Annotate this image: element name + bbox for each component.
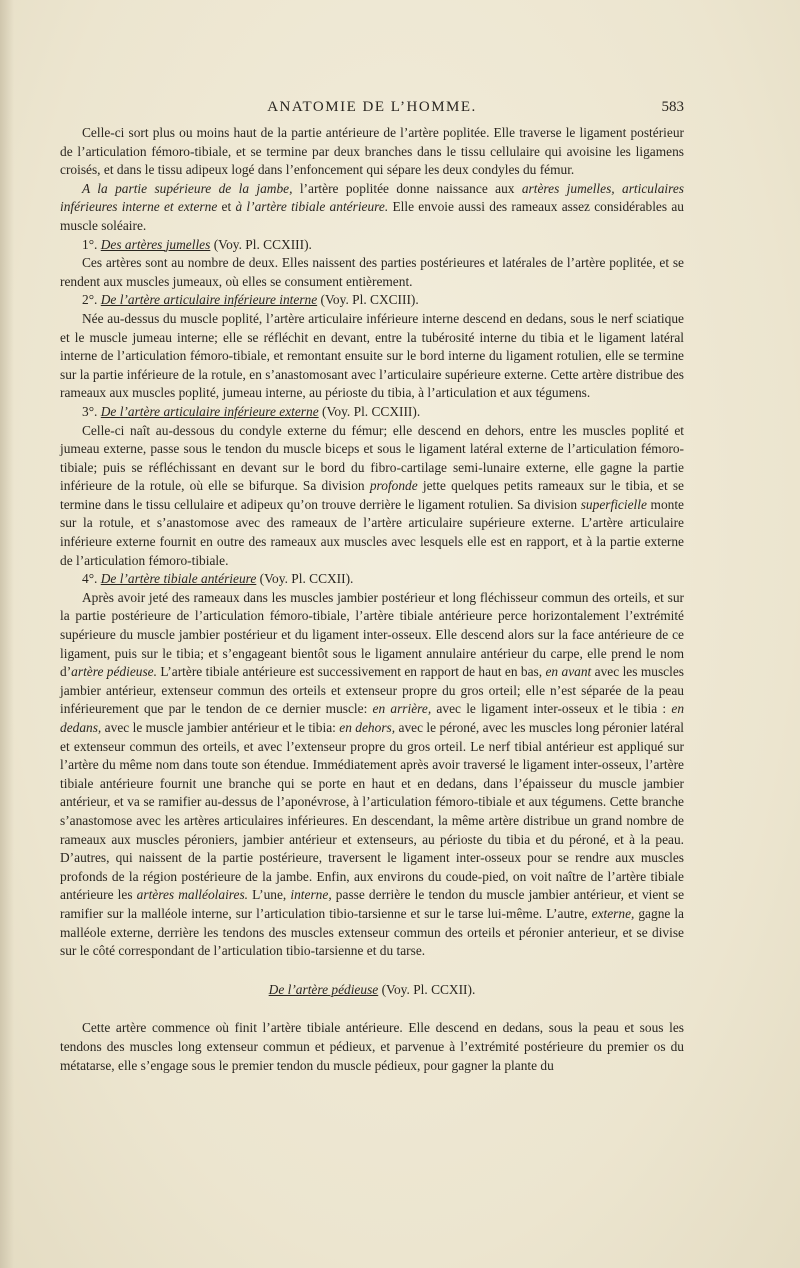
binding-shadow bbox=[0, 0, 14, 1268]
section-title: De l’artère pédieuse bbox=[268, 981, 379, 997]
page-header bbox=[60, 99, 684, 121]
running-title: ANATOMIE DE L’HOMME. bbox=[267, 99, 477, 115]
paragraph: A la partie supérieure de la jambe, l’artère poplitée donne naissance aux artères jumelles, articulaires inférieures interne et externe et à l’artère tibiale antérieure. Elle envoie aussi des rameaux assez considérables au muscle soléaire. bbox=[60, 180, 684, 233]
section-heading-centered: De l’artère pédieuse (Voy. Pl. CCXII). bbox=[268, 981, 476, 997]
paragraph: Ces artères sont au nombre de deux. Elles naissent des parties postérieures et latérales de l’artère poplitée, et se rendent aux muscles jumeaux, où elles se consument entièrement. bbox=[60, 255, 684, 289]
section-title: Des artères jumelles bbox=[100, 236, 211, 252]
section-heading: 3°. De l’artère articulaire inférieure externe (Voy. Pl. CCXIII). bbox=[82, 403, 421, 419]
italic-text: artères malléolaires. bbox=[136, 887, 249, 903]
paragraph: Née au-dessus du muscle poplité, l’artère articulaire inférieure interne descend en dedans, sous le nerf sciatique et le muscle jumeau interne; elle se réfléchit en devant, entre la tubérosité interne du tibia et le ligament latéral interne de l’articulation fémoro-tibiale, et remontant ensuite sur le bord interne du ligament rotulien, elle se termine sur la partie inférieure de la rotule, en s’anastomosant avec l’articulaire supérieure externe. Cette artère distribue des rameaux aux muscles poplité, jumeau interne, au périoste du tibia, à l’articulation et aux tégumens. bbox=[60, 310, 684, 401]
italic-text: artère pédieuse. bbox=[71, 664, 157, 680]
section-title: De l’artère tibiale antérieure bbox=[100, 571, 257, 587]
italic-text: profonde bbox=[369, 478, 418, 494]
italic-text: superficielle bbox=[580, 496, 647, 512]
italic-text: interne, bbox=[290, 887, 332, 903]
section-heading: 1°. Des artères jumelles (Voy. Pl. CCXIII). bbox=[82, 236, 312, 252]
paragraph: Celle-ci sort plus ou moins haut de la partie antérieure de l’artère poplitée. Elle traverse le ligament postérieur de l’articulation fémoro-tibiale, et se termine par deux branches dans le tissu cellulaire qui avoisine les ligamens croisés, et dans le tissu adipeux logé dans l’enfoncement qui sépare les deux condyles du fémur. bbox=[60, 125, 684, 178]
italic-text: en arrière, bbox=[372, 701, 432, 717]
italic-text: artères jumelles, articulaires inférieures interne et externe bbox=[60, 180, 684, 215]
section-title: De l’artère articulaire inférieure externe bbox=[100, 403, 319, 419]
paragraph: Celle-ci naît au-dessous du condyle externe du fémur; elle descend en dehors, entre les muscles poplité et jumeau externe, passe sous le tendon du muscle biceps et sous le ligament latéral externe de l’articulation fémoro-tibiale; puis se réfléchissant en devant sur le bord du fibro-cartilage semi-lunaire externe, elle gagne la partie inférieure de la rotule, où elle se bifurque. Sa division profonde jette quelques petits rameaux sur le tibia, et se termine dans le tissu cellulaire et adipeux qu’on trouve derrière le ligament rotulien. Sa division superficielle monte sur la rotule, et s’anastomose avec des rameaux de l’artère articulaire supérieure externe. L’artère articulaire inférieure externe fournit en outre des rameaux aux muscles avec lesquels elle est en rapport, et à la partie externe de l’articulation fémoro-tibiale. bbox=[60, 422, 684, 568]
italic-text: externe, bbox=[591, 905, 635, 921]
italic-text: en avant bbox=[545, 664, 592, 680]
italic-text: en dedans, bbox=[60, 701, 685, 735]
page-number: 583 bbox=[661, 99, 684, 115]
section-heading: 2°. De l’artère articulaire inférieure interne (Voy. Pl. CXCIII). bbox=[82, 292, 419, 308]
italic-text: en dehors, bbox=[339, 720, 396, 735]
paragraph: Après avoir jeté des rameaux dans les muscles jambier postérieur et long fléchisseur commun des orteils, et sur la partie postérieure de l’articulation fémoro-tibiale, l’artère tibiale antérieure perce horizontalement l’extrémité supérieure du muscle jambier postérieur et du ligament inter-osseux. Elle descend alors sur la face antérieure de ce ligament, puis sur le tibia; et s’engageant bientôt sous le ligament annulaire antérieur du carpe, elle prend le nom d’artère pédieuse. L’artère tibiale antérieure est successivement en rapport de haut en bas, en avant avec les muscles jambier antérieur, extenseur commun des orteils et extenseur propre du gros orteil; elle n’est séparée de la peau inférieurement que par le tendon de ce dernier muscle: en arrière, avec le ligament inter-osseux et le tibia : en dedans, avec le muscle jambier antérieur et le tibia: en dehors, avec le péroné, avec les muscles long péronier latéral et extenseur commun des orteils, et avec l’extenseur propre du gros orteil. Le nerf tibial antérieur est appliqué sur l’artère du même nom dans toute son étendue. Immédiatement après avoir traversé le ligament inter-osseux, l’artère tibiale antérieure fournit une branche qui se porte en haut et en dedans, dans l’épaisseur du muscle jambier antérieur, et va se ramifier au-dessus de l’aponévrose, à l’articulation fémoro-tibiale et aux tégumens. Cette branche s’anastomose avec les artères articulaires inférieures. En descendant, la même artère distribue un grand nombre de rameaux aux muscles péroniers, jambier antérieur et extenseurs, au périoste du tibia et du péroné, et à la peau. D’autres, qui naissent de la partie postérieure, traversent le ligament inter-osseux pour se rendre aux muscles profonds de la région postérieure de la jambe. Enfin, aux environs du coude-pied, on voit naître de l’artère tibiale antérieure les artères malléolaires. L’une, interne, passe derrière le tendon du muscle jambier antérieur, et vient se ramifier sur la malléole interne, sur l’articulation tibio-tarsienne et sur le tarse lui-même. L’autre, externe, gagne la malléole externe, derrière les tendons des muscles extenseur commun des orteils et péronier anterieur, et se divise sur le côté correspondant de l’articulation tibio-tarsienne et du tarse. bbox=[60, 589, 685, 959]
section-heading: 4°. De l’artère tibiale antérieure (Voy. Pl. CCXII). bbox=[82, 571, 354, 587]
italic-text: à l’artère tibiale antérieure. bbox=[235, 199, 389, 215]
section-title: De l’artère articulaire inférieure interne bbox=[100, 292, 318, 308]
paragraph: Cette artère commence où finit l’artère tibiale antérieure. Elle descend en dedans, sous la peau et sous les tendons des muscles long extenseur commun et pédieux, et parvenue à l’extrémité postérieure du premier os du métatarse, elle s’engage sous le premier tendon du muscle pédieux, pour gagner la plante du bbox=[60, 1020, 684, 1073]
body-text bbox=[60, 124, 684, 1075]
italic-text: A la partie supérieure de la jambe, bbox=[82, 180, 293, 196]
